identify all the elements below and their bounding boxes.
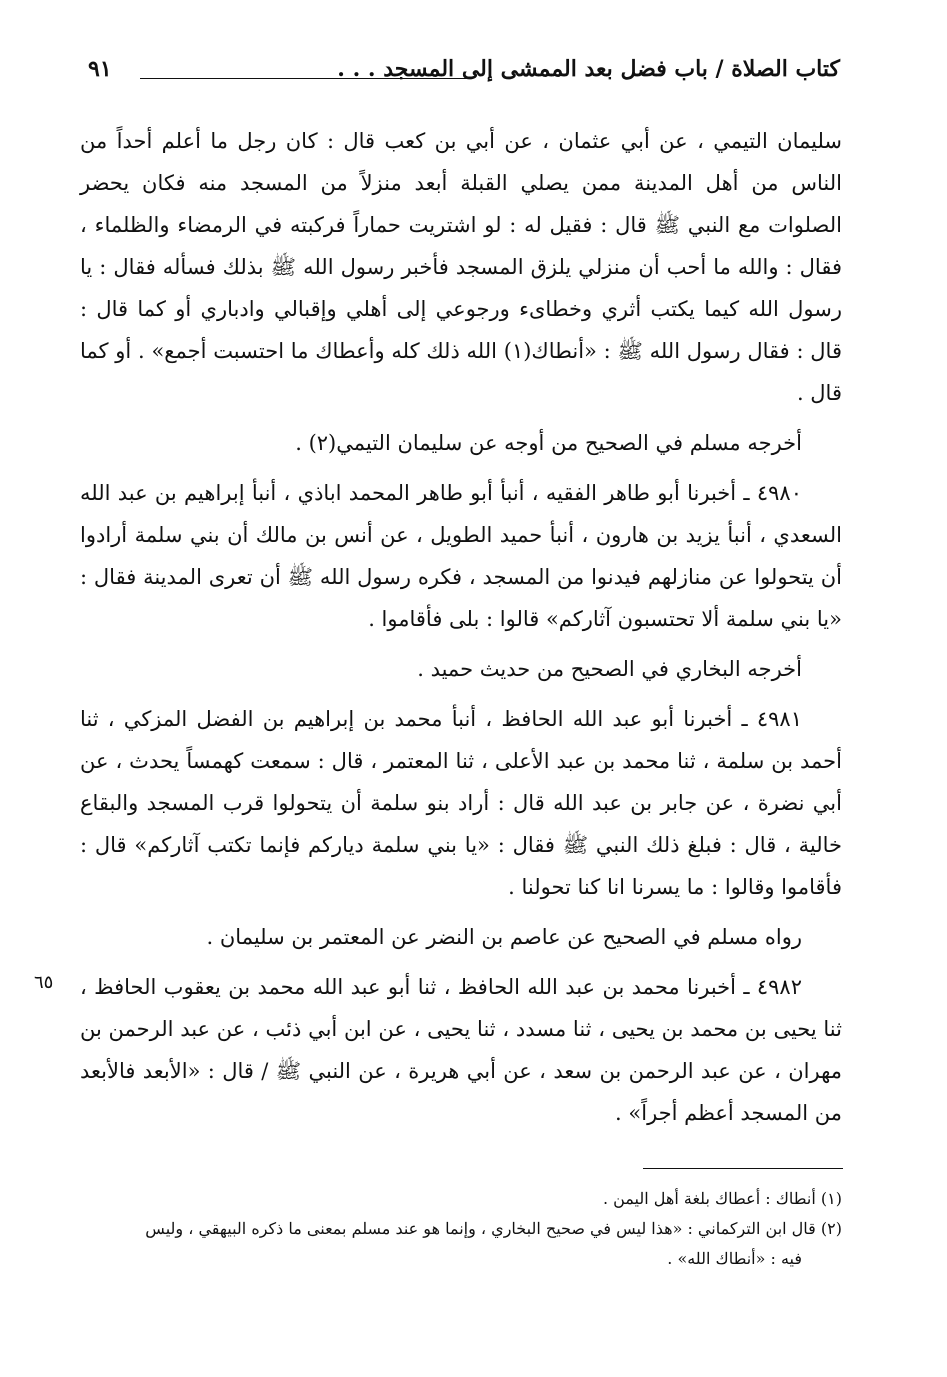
footnote-1: (١) أنطاك : أعطاك بلغة أهل اليمن . <box>602 1189 842 1208</box>
paragraph-hadith-continuation: سليمان التيمي ، عن أبي عثمان ، عن أبي بن كعب قال : كان رجل ما أعلم أحداً من الناس من أهل المدينة ممن يصلي القبلة أبعد منزلاً من المسجد منه فكان يحضر الصلوات مع النبي ﷺ قال : فقيل له : لو اشتريت حماراً فركبته في الرمضاء والظلماء ، فقال : والله ما أحب أن منزلي يلزق المسجد فأخبر رسول الله ﷺ بذلك فسأله فقال : يا رسول الله كيما يكتب أثري وخطاىء ورجوعي إلى أهلي وإقبالي وادباري أو كما قال : قال : فقال رسول الله ﷺ : «أنطاك(١) الله ذلك كله وأعطاك ما احتسبت أجمع» . أو كما قال . <box>80 129 842 405</box>
page-number: ٩١ <box>88 56 112 82</box>
paragraph-hadith-4980: ٤٩٨٠ ـ أخبرنا أبو طاهر الفقيه ، أنبأ أبو طاهر المحمد اباذي ، أنبأ إبراهيم بن عبد الله السعدي ، أنبأ يزيد بن هارون ، أنبأ حميد الطويل ، عن أنس بن مالك أن بني سلمة أرادوا أن يتحولوا عن منازلهم فيدنوا من المسجد ، فكره رسول الله ﷺ أن تعرى المدينة فقال : «يا بني سلمة ألا تحتسبون آثاركم» قالوا : بلى فأقاموا . <box>80 481 842 631</box>
footnote-2-continuation: فيه : «أنطاك الله» . <box>667 1249 802 1268</box>
paragraph-takhrij-muslim: أخرجه مسلم في الصحيح من أوجه عن سليمان التيمي(٢) . <box>295 431 802 455</box>
paragraph-riwaya-muslim: رواه مسلم في الصحيح عن عاصم بن النضر عن المعتمر بن سليمان . <box>206 925 802 949</box>
main-text <box>80 120 842 1134</box>
paragraph-hadith-4982: ٤٩٨٢ ـ أخبرنا محمد بن عبد الله الحافظ ، ثنا أبو عبد الله محمد بن يعقوب الحافظ ، ثنا يحيى بن محمد بن يحيى ، ثنا مسدد ، ثنا يحيى ، عن ابن أبي ذئب ، عن عبد الرحمن بن مهران ، عن عبد الرحمن بن سعد ، عن أبي هريرة ، عن النبي ﷺ / قال : «الأبعد فالأبعد من المسجد أعظم أجراً» . <box>80 975 842 1125</box>
running-header <box>80 56 840 92</box>
footnote-rule <box>643 1168 843 1169</box>
header-rule <box>140 78 470 79</box>
paragraph-takhrij-bukhari: أخرجه البخاري في الصحيح من حديث حميد . <box>417 657 802 681</box>
paragraph-hadith-4981: ٤٩٨١ ـ أخبرنا أبو عبد الله الحافظ ، أنبأ محمد بن إبراهيم بن الفضل المزكي ، ثنا أحمد بن سلمة ، ثنا محمد بن عبد الأعلى ، ثنا المعتمر ، قال : سمعت كهمساً يحدث ، عن أبي نضرة ، عن جابر بن عبد الله قال : أراد بنو سلمة أن يتحولوا قرب المسجد والبقاع خالية ، قال : فبلغ ذلك النبي ﷺ فقال : «يا بني سلمة دياركم فإنما تكتب آثاركم» قال : فأقاموا وقالوا : ما يسرنا انا كنا تحولنا . <box>80 707 842 899</box>
chapter-title: كتاب الصلاة / باب فضل بعد الممشى إلى المسجد . . . <box>337 56 840 82</box>
footnote-2: (٢) قال ابن التركماني : «هذا ليس في صحيح البخاري ، وإنما هو عند مسلم بمعنى ما ذكره البيهقي ، وليس <box>145 1219 842 1238</box>
manuscript-folio-number: ٦٥ <box>34 972 54 993</box>
footnotes <box>80 1184 842 1274</box>
